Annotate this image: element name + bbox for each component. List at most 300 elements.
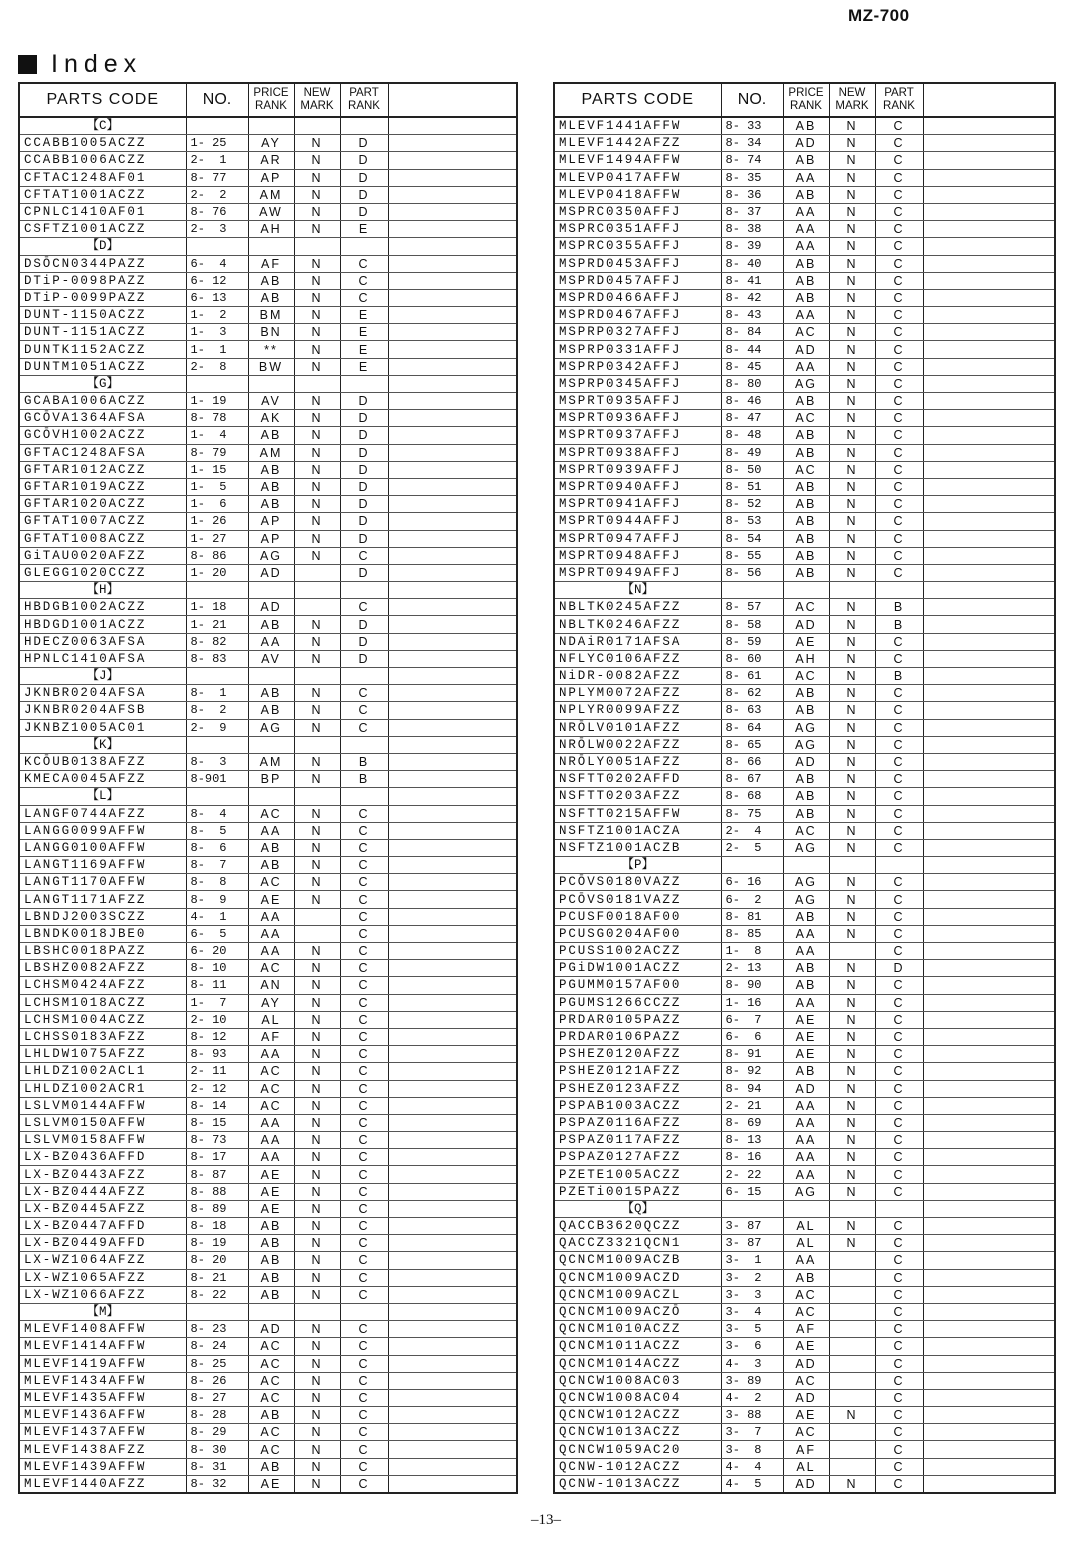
section-header-row xyxy=(554,857,1055,874)
new-mark-cell xyxy=(294,908,340,925)
new-mark-cell: N xyxy=(294,633,340,650)
part-rank-cell: C xyxy=(340,822,388,839)
ref-no-cell: 4- 3 xyxy=(721,1355,783,1372)
parts-code-cell: MLEVF1438AFZZ xyxy=(19,1441,186,1458)
table-row xyxy=(19,891,517,908)
part-rank-cell: C xyxy=(875,874,923,891)
part-rank-cell: C xyxy=(875,1132,923,1149)
parts-code-cell: NSFTZ1001ACZA xyxy=(554,822,721,839)
part-rank-cell: C xyxy=(875,238,923,255)
ref-no-cell: 1- 20 xyxy=(186,564,248,581)
part-rank-cell: C xyxy=(875,1338,923,1355)
parts-code-cell: MSPRT0941AFFJ xyxy=(554,496,721,513)
price-rank-cell: AG xyxy=(248,547,294,564)
new-mark-cell: N xyxy=(294,943,340,960)
price-rank-cell: AB xyxy=(248,685,294,702)
ref-no-cell: 8- 17 xyxy=(186,1149,248,1166)
table-row xyxy=(19,599,517,616)
part-rank-cell: D xyxy=(340,478,388,495)
blank-cell xyxy=(388,616,517,633)
table-row xyxy=(19,152,517,169)
part-rank-cell: C xyxy=(875,530,923,547)
part-rank-cell: C xyxy=(875,289,923,306)
new-mark-cell: N xyxy=(829,1046,875,1063)
header-part-rank: PART RANK xyxy=(875,83,923,117)
new-mark-cell: N xyxy=(829,650,875,667)
part-rank-cell: C xyxy=(875,1269,923,1286)
ref-no-cell: 2- 22 xyxy=(721,1166,783,1183)
part-rank-cell: C xyxy=(875,461,923,478)
blank-cell xyxy=(923,650,1055,667)
blank-cell xyxy=(923,478,1055,495)
part-rank-cell: C xyxy=(875,478,923,495)
table-row xyxy=(554,272,1055,289)
table-row xyxy=(554,169,1055,186)
ref-no-cell: 8- 6 xyxy=(186,839,248,856)
table-row xyxy=(19,324,517,341)
table-row xyxy=(19,719,517,736)
table-row xyxy=(554,221,1055,238)
new-mark-cell: N xyxy=(829,736,875,753)
ref-no-cell: 8- 53 xyxy=(721,513,783,530)
ref-no-cell: 8- 20 xyxy=(186,1252,248,1269)
blank-cell xyxy=(923,1269,1055,1286)
ref-no-cell: 2- 12 xyxy=(186,1080,248,1097)
blank-cell xyxy=(388,169,517,186)
table-row xyxy=(19,1183,517,1200)
new-mark-cell: N xyxy=(829,341,875,358)
parts-code-cell: PRDAR0105PAZZ xyxy=(554,1011,721,1028)
price-rank-cell: AC xyxy=(248,874,294,891)
blank-cell xyxy=(923,169,1055,186)
blank-cell xyxy=(388,1028,517,1045)
parts-code-cell: NRŌLV0101AFZZ xyxy=(554,719,721,736)
blank-cell xyxy=(388,943,517,960)
parts-code-cell: LANGG0100AFFW xyxy=(19,839,186,856)
blank-cell xyxy=(923,1407,1055,1424)
part-rank-cell: E xyxy=(340,341,388,358)
ref-no-cell: 6- 6 xyxy=(721,1028,783,1045)
new-mark-cell: N xyxy=(829,1407,875,1424)
part-rank-cell: C xyxy=(340,719,388,736)
ref-no-cell: 3- 5 xyxy=(721,1321,783,1338)
part-rank-cell: C xyxy=(875,1046,923,1063)
price-rank-cell: AD xyxy=(783,1389,829,1406)
table-row xyxy=(554,633,1055,650)
header-new-mark: NEW MARK xyxy=(294,83,340,117)
ref-no-cell: 8- 19 xyxy=(186,1235,248,1252)
part-rank-cell: C xyxy=(340,1097,388,1114)
table-row xyxy=(19,272,517,289)
new-mark-cell: N xyxy=(829,1166,875,1183)
parts-code-cell: QCNCM1014ACZZ xyxy=(554,1355,721,1372)
price-rank-cell: AC xyxy=(248,960,294,977)
parts-code-cell: MLEVF1494AFFW xyxy=(554,152,721,169)
ref-no-cell: 8- 82 xyxy=(186,633,248,650)
part-rank-cell xyxy=(340,788,388,805)
section-letter: 【Q】 xyxy=(554,1200,721,1217)
price-rank-cell: AB xyxy=(783,255,829,272)
part-rank-cell: C xyxy=(340,1028,388,1045)
new-mark-cell xyxy=(294,668,340,685)
ref-no-cell: 8- 24 xyxy=(186,1338,248,1355)
parts-code-cell: LCHSM1004ACZZ xyxy=(19,1011,186,1028)
part-rank-cell: C xyxy=(340,1132,388,1149)
price-rank-cell xyxy=(248,238,294,255)
ref-no-cell: 8- 76 xyxy=(186,203,248,220)
ref-no-cell: 1- 16 xyxy=(721,994,783,1011)
blank-cell xyxy=(388,1321,517,1338)
blank-cell xyxy=(388,186,517,203)
new-mark-cell: N xyxy=(829,753,875,770)
new-mark-cell: N xyxy=(829,547,875,564)
parts-code-cell: LBSHZ0082AFZZ xyxy=(19,960,186,977)
new-mark-cell: N xyxy=(829,1132,875,1149)
blank-cell xyxy=(923,1132,1055,1149)
price-rank-cell: AB xyxy=(783,977,829,994)
parts-code-cell: MSPRC0351AFFJ xyxy=(554,221,721,238)
part-rank-cell: C xyxy=(875,1441,923,1458)
ref-no-cell: 4- 1 xyxy=(186,908,248,925)
parts-code-cell: GFTAC1248AFSA xyxy=(19,444,186,461)
blank-cell xyxy=(923,1166,1055,1183)
table-row xyxy=(554,753,1055,770)
new-mark-cell: N xyxy=(294,186,340,203)
new-mark-cell: N xyxy=(829,513,875,530)
part-rank-cell: D xyxy=(340,496,388,513)
table-row xyxy=(19,444,517,461)
part-rank-cell: C xyxy=(875,375,923,392)
price-rank-cell: AG xyxy=(783,891,829,908)
parts-code-cell: QCNCM1009ACZŌ xyxy=(554,1303,721,1320)
ref-no-cell: 8-901 xyxy=(186,771,248,788)
price-rank-cell: AB xyxy=(248,1269,294,1286)
table-row xyxy=(19,186,517,203)
part-rank-cell: C xyxy=(875,805,923,822)
part-rank-cell: D xyxy=(340,564,388,581)
blank-cell xyxy=(388,788,517,805)
price-rank-cell: AA xyxy=(783,1149,829,1166)
ref-no-cell xyxy=(721,857,783,874)
blank-cell xyxy=(923,1475,1055,1493)
blank-cell xyxy=(388,771,517,788)
new-mark-cell: N xyxy=(294,977,340,994)
header-no: NO. xyxy=(721,83,783,117)
blank-cell xyxy=(923,341,1055,358)
new-mark-cell: N xyxy=(829,427,875,444)
new-mark-cell: N xyxy=(294,1424,340,1441)
new-mark-cell: N xyxy=(294,1441,340,1458)
part-rank-cell: D xyxy=(340,410,388,427)
blank-cell xyxy=(388,1011,517,1028)
new-mark-cell: N xyxy=(829,564,875,581)
part-rank-cell: C xyxy=(875,255,923,272)
ref-no-cell: 4- 4 xyxy=(721,1458,783,1475)
ref-no-cell: 3- 2 xyxy=(721,1269,783,1286)
new-mark-cell: N xyxy=(294,255,340,272)
ref-no-cell: 3- 7 xyxy=(721,1424,783,1441)
price-rank-cell: AA xyxy=(783,358,829,375)
table-body-left xyxy=(19,117,517,1493)
price-rank-cell: AA xyxy=(783,307,829,324)
new-mark-cell xyxy=(829,1200,875,1217)
part-rank-cell: D xyxy=(340,169,388,186)
table-row xyxy=(554,1235,1055,1252)
table-row xyxy=(19,1149,517,1166)
table-row xyxy=(19,221,517,238)
part-rank-cell xyxy=(340,238,388,255)
new-mark-cell: N xyxy=(829,908,875,925)
parts-code-cell: CCABB1006ACZZ xyxy=(19,152,186,169)
blank-cell xyxy=(923,255,1055,272)
price-rank-cell: AH xyxy=(783,650,829,667)
blank-cell xyxy=(923,1321,1055,1338)
parts-code-cell: CPNLC1410AF01 xyxy=(19,203,186,220)
blank-cell xyxy=(388,152,517,169)
new-mark-cell: N xyxy=(829,1011,875,1028)
ref-no-cell: 8- 65 xyxy=(721,736,783,753)
parts-code-cell: GCŌVH1002ACZZ xyxy=(19,427,186,444)
table-row xyxy=(554,1424,1055,1441)
part-rank-cell: C xyxy=(875,341,923,358)
price-rank-cell xyxy=(248,582,294,599)
section-header-row xyxy=(19,375,517,392)
blank-cell xyxy=(923,599,1055,616)
table-row xyxy=(554,410,1055,427)
ref-no-cell: 8- 84 xyxy=(721,324,783,341)
parts-code-cell: PZETi0015PAZZ xyxy=(554,1183,721,1200)
price-rank-cell: AC xyxy=(248,1441,294,1458)
price-rank-cell: AB xyxy=(783,805,829,822)
new-mark-cell: N xyxy=(294,719,340,736)
blank-cell xyxy=(923,702,1055,719)
price-rank-cell: AL xyxy=(783,1235,829,1252)
new-mark-cell: N xyxy=(294,822,340,839)
blank-cell xyxy=(923,857,1055,874)
blank-cell xyxy=(923,135,1055,152)
parts-code-cell: DSŌCN0344PAZZ xyxy=(19,255,186,272)
ref-no-cell: 8- 64 xyxy=(721,719,783,736)
blank-cell xyxy=(923,788,1055,805)
price-rank-cell: AG xyxy=(248,719,294,736)
part-rank-cell: C xyxy=(340,289,388,306)
blank-cell xyxy=(923,943,1055,960)
blank-cell xyxy=(388,410,517,427)
price-rank-cell: AA xyxy=(783,994,829,1011)
part-rank-cell: C xyxy=(340,272,388,289)
part-rank-cell: C xyxy=(340,1338,388,1355)
price-rank-cell: AC xyxy=(248,1063,294,1080)
blank-cell xyxy=(923,736,1055,753)
blank-cell xyxy=(388,668,517,685)
blank-cell xyxy=(388,874,517,891)
blank-cell xyxy=(388,444,517,461)
ref-no-cell: 3- 89 xyxy=(721,1372,783,1389)
blank-cell xyxy=(923,1441,1055,1458)
part-rank-cell: C xyxy=(340,891,388,908)
blank-cell xyxy=(388,393,517,410)
ref-no-cell: 6- 20 xyxy=(186,943,248,960)
ref-no-cell: 8- 28 xyxy=(186,1407,248,1424)
blank-cell xyxy=(388,719,517,736)
table-row xyxy=(19,427,517,444)
price-rank-cell: AC xyxy=(783,599,829,616)
ref-no-cell: 3- 4 xyxy=(721,1303,783,1320)
part-rank-cell: C xyxy=(340,1407,388,1424)
blank-cell xyxy=(923,719,1055,736)
blank-cell xyxy=(388,375,517,392)
table-row xyxy=(554,1046,1055,1063)
ref-no-cell: 8- 10 xyxy=(186,960,248,977)
ref-no-cell: 8- 16 xyxy=(721,1149,783,1166)
ref-no-cell: 8- 93 xyxy=(186,1046,248,1063)
parts-code-cell: NPLYR0099AFZZ xyxy=(554,702,721,719)
new-mark-cell: N xyxy=(294,1200,340,1217)
table-row xyxy=(554,771,1055,788)
blank-cell xyxy=(923,1338,1055,1355)
table-row xyxy=(554,891,1055,908)
new-mark-cell: N xyxy=(829,822,875,839)
parts-code-cell: QCNCM1009ACZB xyxy=(554,1252,721,1269)
new-mark-cell: N xyxy=(294,152,340,169)
table-row xyxy=(19,1407,517,1424)
blank-cell xyxy=(388,1458,517,1475)
new-mark-cell: N xyxy=(294,1338,340,1355)
blank-cell xyxy=(388,496,517,513)
ref-no-cell: 8- 85 xyxy=(721,925,783,942)
ref-no-cell: 8- 77 xyxy=(186,169,248,186)
price-rank-cell: AC xyxy=(248,1424,294,1441)
ref-no-cell: 8- 41 xyxy=(721,272,783,289)
part-rank-cell: D xyxy=(340,633,388,650)
table-row xyxy=(19,1080,517,1097)
new-mark-cell: N xyxy=(294,547,340,564)
part-rank-cell: C xyxy=(875,1028,923,1045)
part-rank-cell: C xyxy=(875,496,923,513)
blank-cell xyxy=(923,513,1055,530)
table-row xyxy=(554,650,1055,667)
table-body-right xyxy=(554,117,1055,1493)
price-rank-cell: AB xyxy=(783,1269,829,1286)
blank-cell xyxy=(923,461,1055,478)
new-mark-cell: N xyxy=(294,1063,340,1080)
parts-code-cell: NSFTT0215AFFW xyxy=(554,805,721,822)
section-letter: 【H】 xyxy=(19,582,186,599)
ref-no-cell: 8- 13 xyxy=(721,1132,783,1149)
parts-code-cell: GFTAT1007ACZZ xyxy=(19,513,186,530)
part-rank-cell: C xyxy=(340,1235,388,1252)
blank-cell xyxy=(388,599,517,616)
price-rank-cell: AB xyxy=(248,427,294,444)
price-rank-cell: AB xyxy=(783,530,829,547)
price-rank-cell xyxy=(248,375,294,392)
ref-no-cell: 6- 12 xyxy=(186,272,248,289)
blank-cell xyxy=(923,582,1055,599)
ref-no-cell: 8- 34 xyxy=(721,135,783,152)
price-rank-cell: AG xyxy=(783,736,829,753)
section-letter: 【C】 xyxy=(19,117,186,135)
new-mark-cell: N xyxy=(294,857,340,874)
part-rank-cell: C xyxy=(340,1286,388,1303)
part-rank-cell: C xyxy=(875,753,923,770)
new-mark-cell xyxy=(829,1321,875,1338)
table-row xyxy=(554,1389,1055,1406)
price-rank-cell: AD xyxy=(783,341,829,358)
new-mark-cell: N xyxy=(294,530,340,547)
price-rank-cell: AC xyxy=(248,1372,294,1389)
ref-no-cell: 2- 1 xyxy=(186,152,248,169)
new-mark-cell xyxy=(294,582,340,599)
parts-code-cell: CSFTZ1001ACZZ xyxy=(19,221,186,238)
part-rank-cell: D xyxy=(340,650,388,667)
table-row xyxy=(554,1355,1055,1372)
price-rank-cell: AM xyxy=(248,444,294,461)
part-rank-cell: C xyxy=(340,977,388,994)
price-rank-cell: AR xyxy=(248,152,294,169)
new-mark-cell xyxy=(829,1458,875,1475)
new-mark-cell: N xyxy=(829,1183,875,1200)
section-letter: 【D】 xyxy=(19,238,186,255)
blank-cell xyxy=(388,221,517,238)
table-row xyxy=(19,1286,517,1303)
part-rank-cell: C xyxy=(875,135,923,152)
table-row xyxy=(19,822,517,839)
part-rank-cell xyxy=(340,117,388,135)
parts-code-cell: LANGT1170AFFW xyxy=(19,874,186,891)
price-rank-cell: AF xyxy=(248,255,294,272)
table-row xyxy=(19,1132,517,1149)
new-mark-cell: N xyxy=(294,685,340,702)
new-mark-cell: N xyxy=(294,805,340,822)
parts-code-cell: LSLVM0144AFFW xyxy=(19,1097,186,1114)
price-rank-cell: AB xyxy=(783,186,829,203)
new-mark-cell: N xyxy=(294,1011,340,1028)
part-rank-cell: C xyxy=(875,1424,923,1441)
price-rank-cell: AB xyxy=(783,117,829,135)
blank-cell xyxy=(388,238,517,255)
price-rank-cell: AA xyxy=(248,943,294,960)
parts-code-cell: LHLDW1075AFZZ xyxy=(19,1046,186,1063)
new-mark-cell: N xyxy=(829,289,875,306)
part-rank-cell: D xyxy=(875,960,923,977)
table-row xyxy=(19,925,517,942)
price-rank-cell: AY xyxy=(248,994,294,1011)
new-mark-cell: N xyxy=(294,1355,340,1372)
blank-cell xyxy=(923,1114,1055,1131)
price-rank-cell: AD xyxy=(248,599,294,616)
part-rank-cell: E xyxy=(340,324,388,341)
ref-no-cell: 8- 12 xyxy=(186,1028,248,1045)
new-mark-cell xyxy=(829,1424,875,1441)
table-row xyxy=(19,1372,517,1389)
blank-cell xyxy=(923,324,1055,341)
ref-no-cell: 1- 21 xyxy=(186,616,248,633)
part-rank-cell: C xyxy=(875,203,923,220)
part-rank-cell: C xyxy=(340,1458,388,1475)
blank-cell xyxy=(388,324,517,341)
part-rank-cell: C xyxy=(875,1321,923,1338)
new-mark-cell: N xyxy=(294,272,340,289)
blank-cell xyxy=(388,685,517,702)
new-mark-cell: N xyxy=(294,1097,340,1114)
new-mark-cell: N xyxy=(294,1080,340,1097)
part-rank-cell: C xyxy=(875,307,923,324)
table-row xyxy=(554,393,1055,410)
table-row xyxy=(19,496,517,513)
ref-no-cell: 8- 26 xyxy=(186,1372,248,1389)
part-rank-cell: D xyxy=(340,513,388,530)
ref-no-cell: 8- 83 xyxy=(186,650,248,667)
